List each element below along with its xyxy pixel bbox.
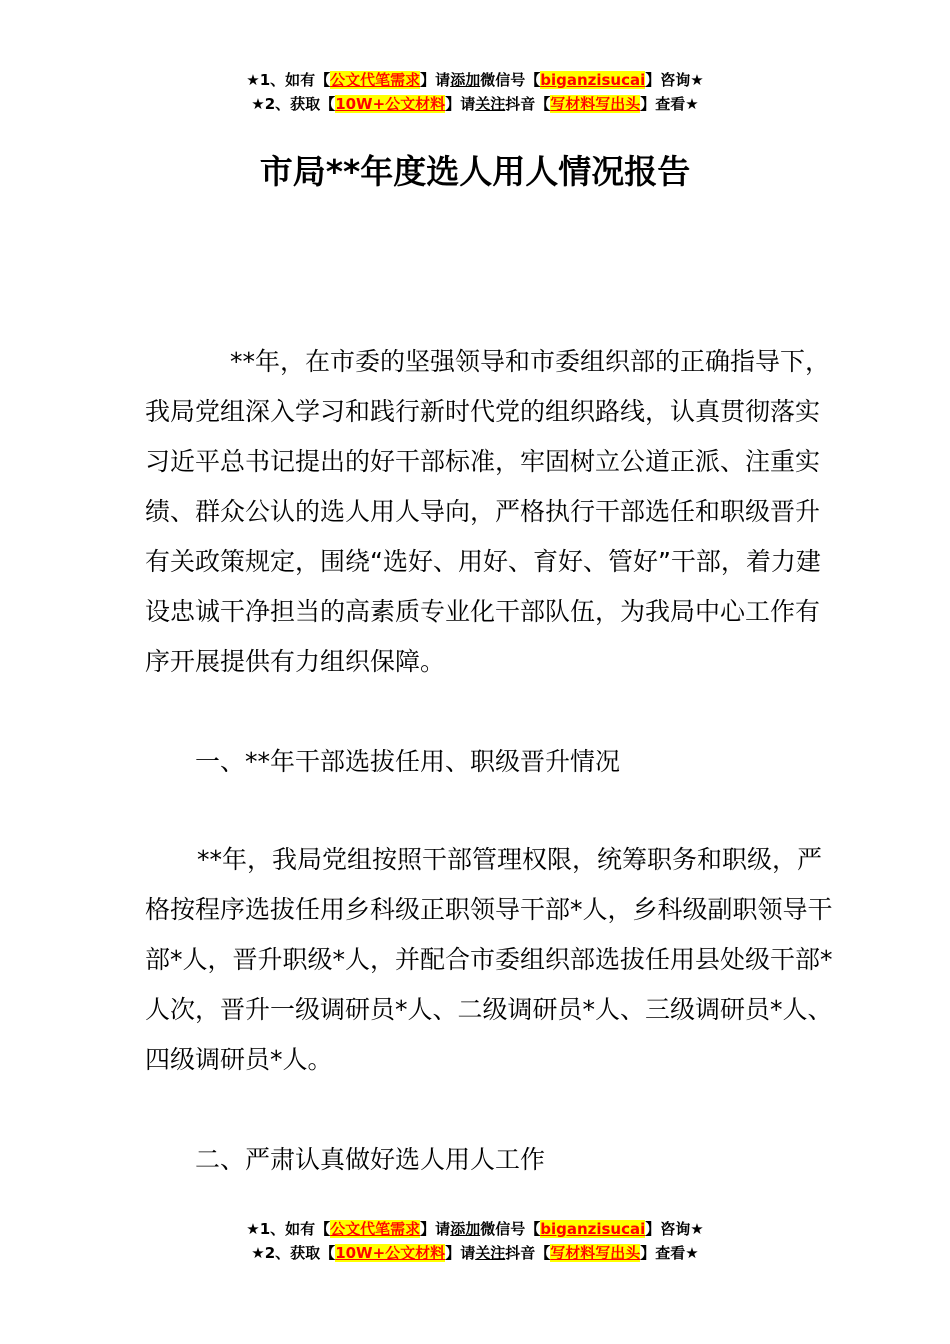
promo-highlight: 公文代笔需求 (330, 1220, 421, 1238)
promo-line-1: ★1、如有【公文代笔需求】请添加微信号【biganzisucai】咨询★ (246, 1220, 704, 1238)
section-heading-1: 一、**年干部选拔任用、职级晋升情况 (195, 747, 621, 776)
intro-paragraph: **年，在市委的坚强领导和市委组织部的正确指导下，我局党组深入学习和践行新时代党的组织路线，认真贯彻落实习近平总书记提出的好干部标准，牢固树立公道正派、注重实绩、群众公认的选人用人导向，严格执行干部选任和职级晋升有关政策规定，围绕“选好、用好、育好、管好”干部，着力建设忠诚干净担当的高素质专业化干部队伍，为我局中心工作有序开展提供有力组织保障。 (145, 347, 831, 676)
promo-line-1: ★1、如有【公文代笔需求】请添加微信号【biganzisucai】咨询★ (246, 71, 704, 89)
document-title: 市局**年度选人用人情况报告 (259, 152, 691, 191)
promo-highlight: 10W+公文材料 (335, 1244, 446, 1262)
promo-banner-top (0, 68, 950, 116)
promo-banner-bottom (0, 1217, 950, 1265)
promo-highlight: 写材料写出头 (550, 95, 641, 113)
promo-highlight: biganzisucai (540, 1220, 646, 1238)
promo-line-2: ★2、获取【10W+公文材料】请关注抖音【写材料写出头】查看★ (251, 1244, 699, 1262)
promo-highlight: 公文代笔需求 (330, 71, 421, 89)
promo-line-2: ★2、获取【10W+公文材料】请关注抖音【写材料写出头】查看★ (251, 95, 699, 113)
section-heading-2: 二、严肃认真做好选人用人工作 (195, 1145, 546, 1174)
promo-highlight: biganzisucai (540, 71, 646, 89)
section-body-1: **年，我局党组按照干部管理权限，统筹职务和职级，严格按程序选拔任用乡科级正职领导干部*人，乡科级副职领导干部*人，晋升职级*人，并配合市委组织部选拔任用县处级干部*人次，晋升一级调研员*人、二级调研员*人、三级调研员*人、四级调研员*人。 (145, 845, 833, 1074)
promo-highlight: 10W+公文材料 (335, 95, 446, 113)
promo-highlight: 写材料写出头 (550, 1244, 641, 1262)
